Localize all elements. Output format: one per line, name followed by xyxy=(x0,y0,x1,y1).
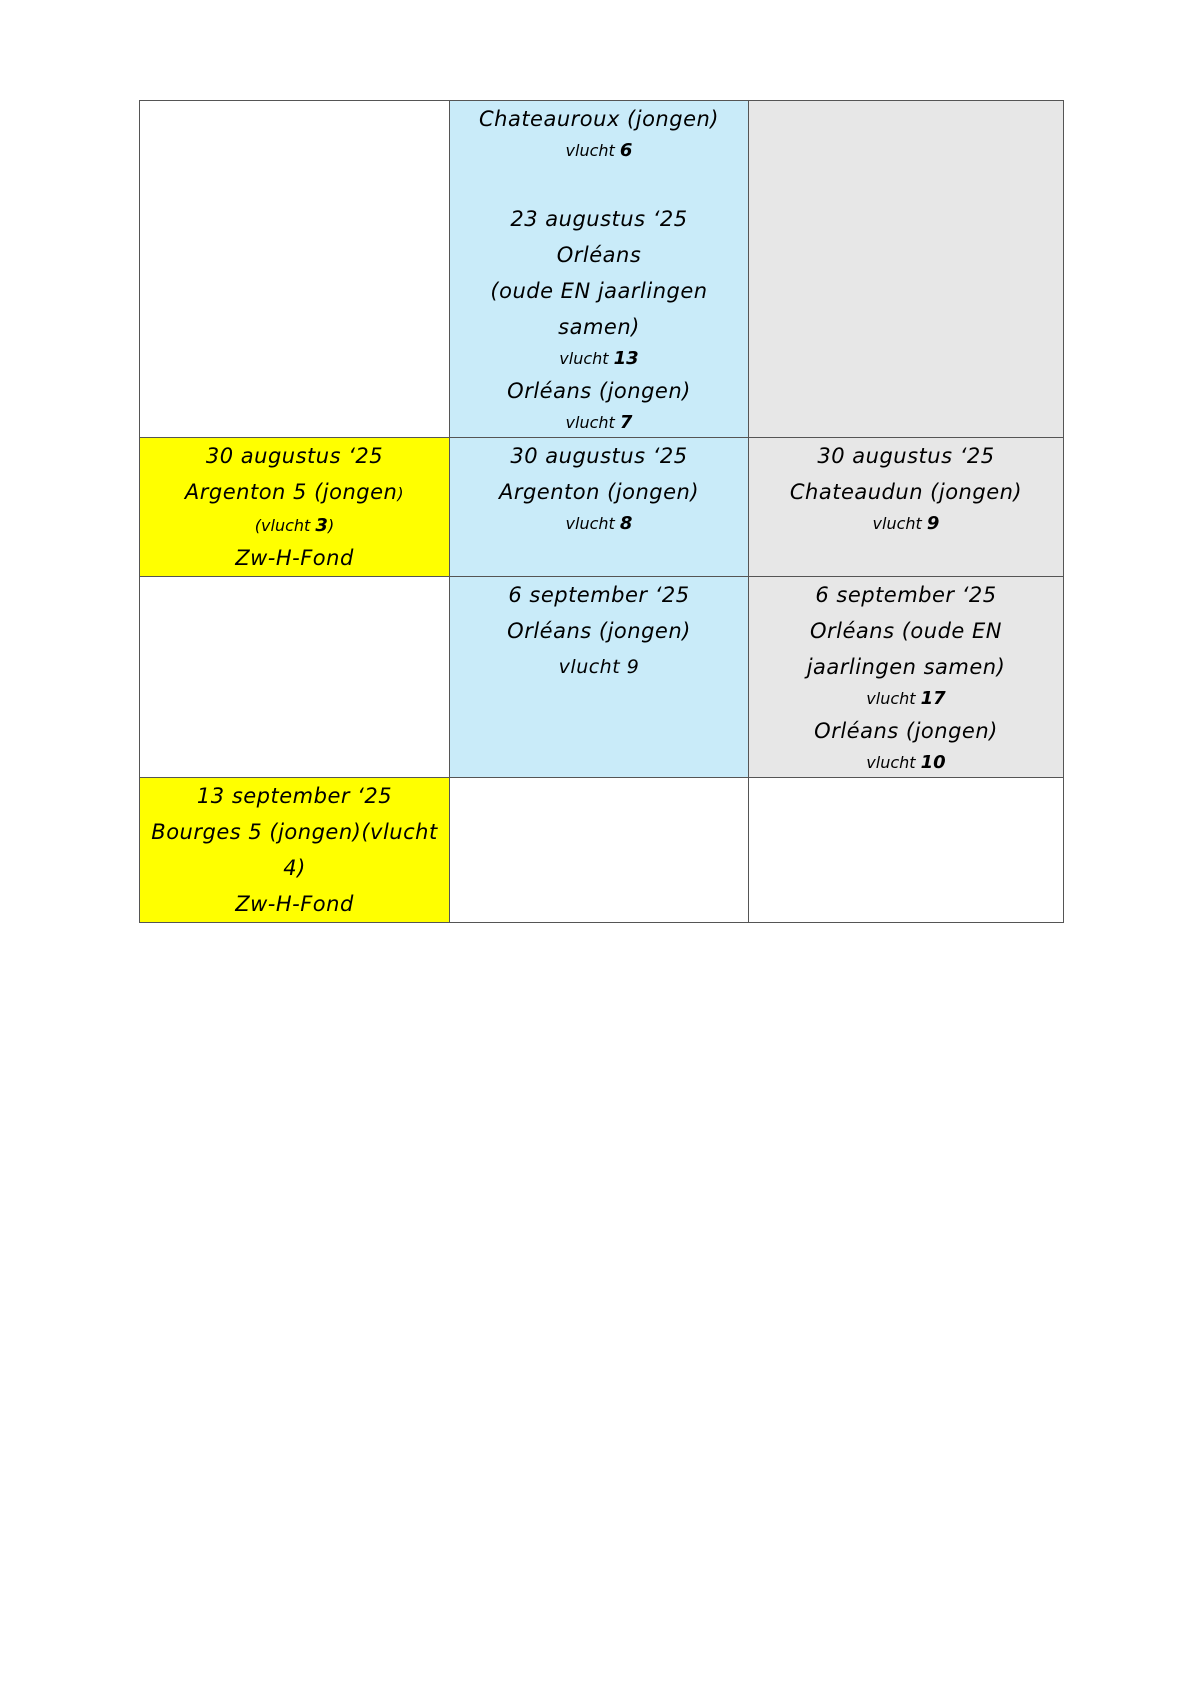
flight-number: (vlucht 3) xyxy=(254,515,335,536)
flight-number: vlucht 17 xyxy=(866,688,946,709)
cell-bourges-zwhfond xyxy=(140,778,450,923)
table-row xyxy=(140,438,1064,577)
cell-empty xyxy=(450,778,749,923)
race-date: 6 september ‘25 xyxy=(508,583,690,607)
organizer: Zw-H-Fond xyxy=(235,892,354,916)
race-date: 6 september ‘25 xyxy=(815,583,997,607)
flight-schedule-table xyxy=(139,100,1064,923)
table-row xyxy=(140,577,1064,778)
race-line: 4) xyxy=(283,856,306,880)
race-line: Argenton 5 (jongen) xyxy=(184,480,405,504)
cell-orleans-oude xyxy=(749,577,1064,778)
race-line: (oude EN jaarlingen xyxy=(490,279,708,303)
race-line: Orléans (oude EN xyxy=(810,619,1002,643)
cell-chateaudun xyxy=(749,438,1064,577)
race-date: 30 augustus ‘25 xyxy=(510,444,688,468)
race-date: 13 september ‘25 xyxy=(196,784,393,808)
flight-number: vlucht 10 xyxy=(866,752,946,773)
cell-chateauroux-orleans xyxy=(450,101,749,438)
race-date: 30 augustus ‘25 xyxy=(817,444,995,468)
race-line: Chateauroux (jongen) xyxy=(478,107,719,131)
flight-number: vlucht 9 xyxy=(872,513,940,534)
cell-empty xyxy=(749,778,1064,923)
race-line: Orléans (jongen) xyxy=(507,379,691,403)
table-row xyxy=(140,101,1064,438)
flight-number: vlucht 7 xyxy=(565,412,633,433)
flight-number: vlucht 13 xyxy=(559,348,639,369)
race-line: Chateaudun (jongen) xyxy=(789,480,1023,504)
race-line: Argenton (jongen) xyxy=(498,480,700,504)
flight-number: vlucht 6 xyxy=(565,140,633,161)
cell-argenton xyxy=(450,438,749,577)
race-line: samen) xyxy=(558,315,640,339)
race-line: jaarlingen samen) xyxy=(806,655,1006,679)
race-line: Orléans xyxy=(556,243,642,267)
race-line: Orléans (jongen) xyxy=(814,719,998,743)
cell-empty xyxy=(140,101,450,438)
race-date: 23 augustus ‘25 xyxy=(510,207,688,231)
cell-empty xyxy=(749,101,1064,438)
organizer: Zw-H-Fond xyxy=(235,546,354,570)
flight-number: vlucht 9 xyxy=(558,656,640,678)
race-date: 30 augustus ‘25 xyxy=(205,444,384,468)
cell-orleans-jongen xyxy=(450,577,749,778)
table-row xyxy=(140,778,1064,923)
race-line: Orléans (jongen) xyxy=(507,619,691,643)
flight-number: vlucht 8 xyxy=(565,513,633,534)
cell-empty xyxy=(140,577,450,778)
cell-argenton-zwhfond xyxy=(140,438,450,577)
race-line: Bourges 5 (jongen)(vlucht xyxy=(151,820,438,844)
